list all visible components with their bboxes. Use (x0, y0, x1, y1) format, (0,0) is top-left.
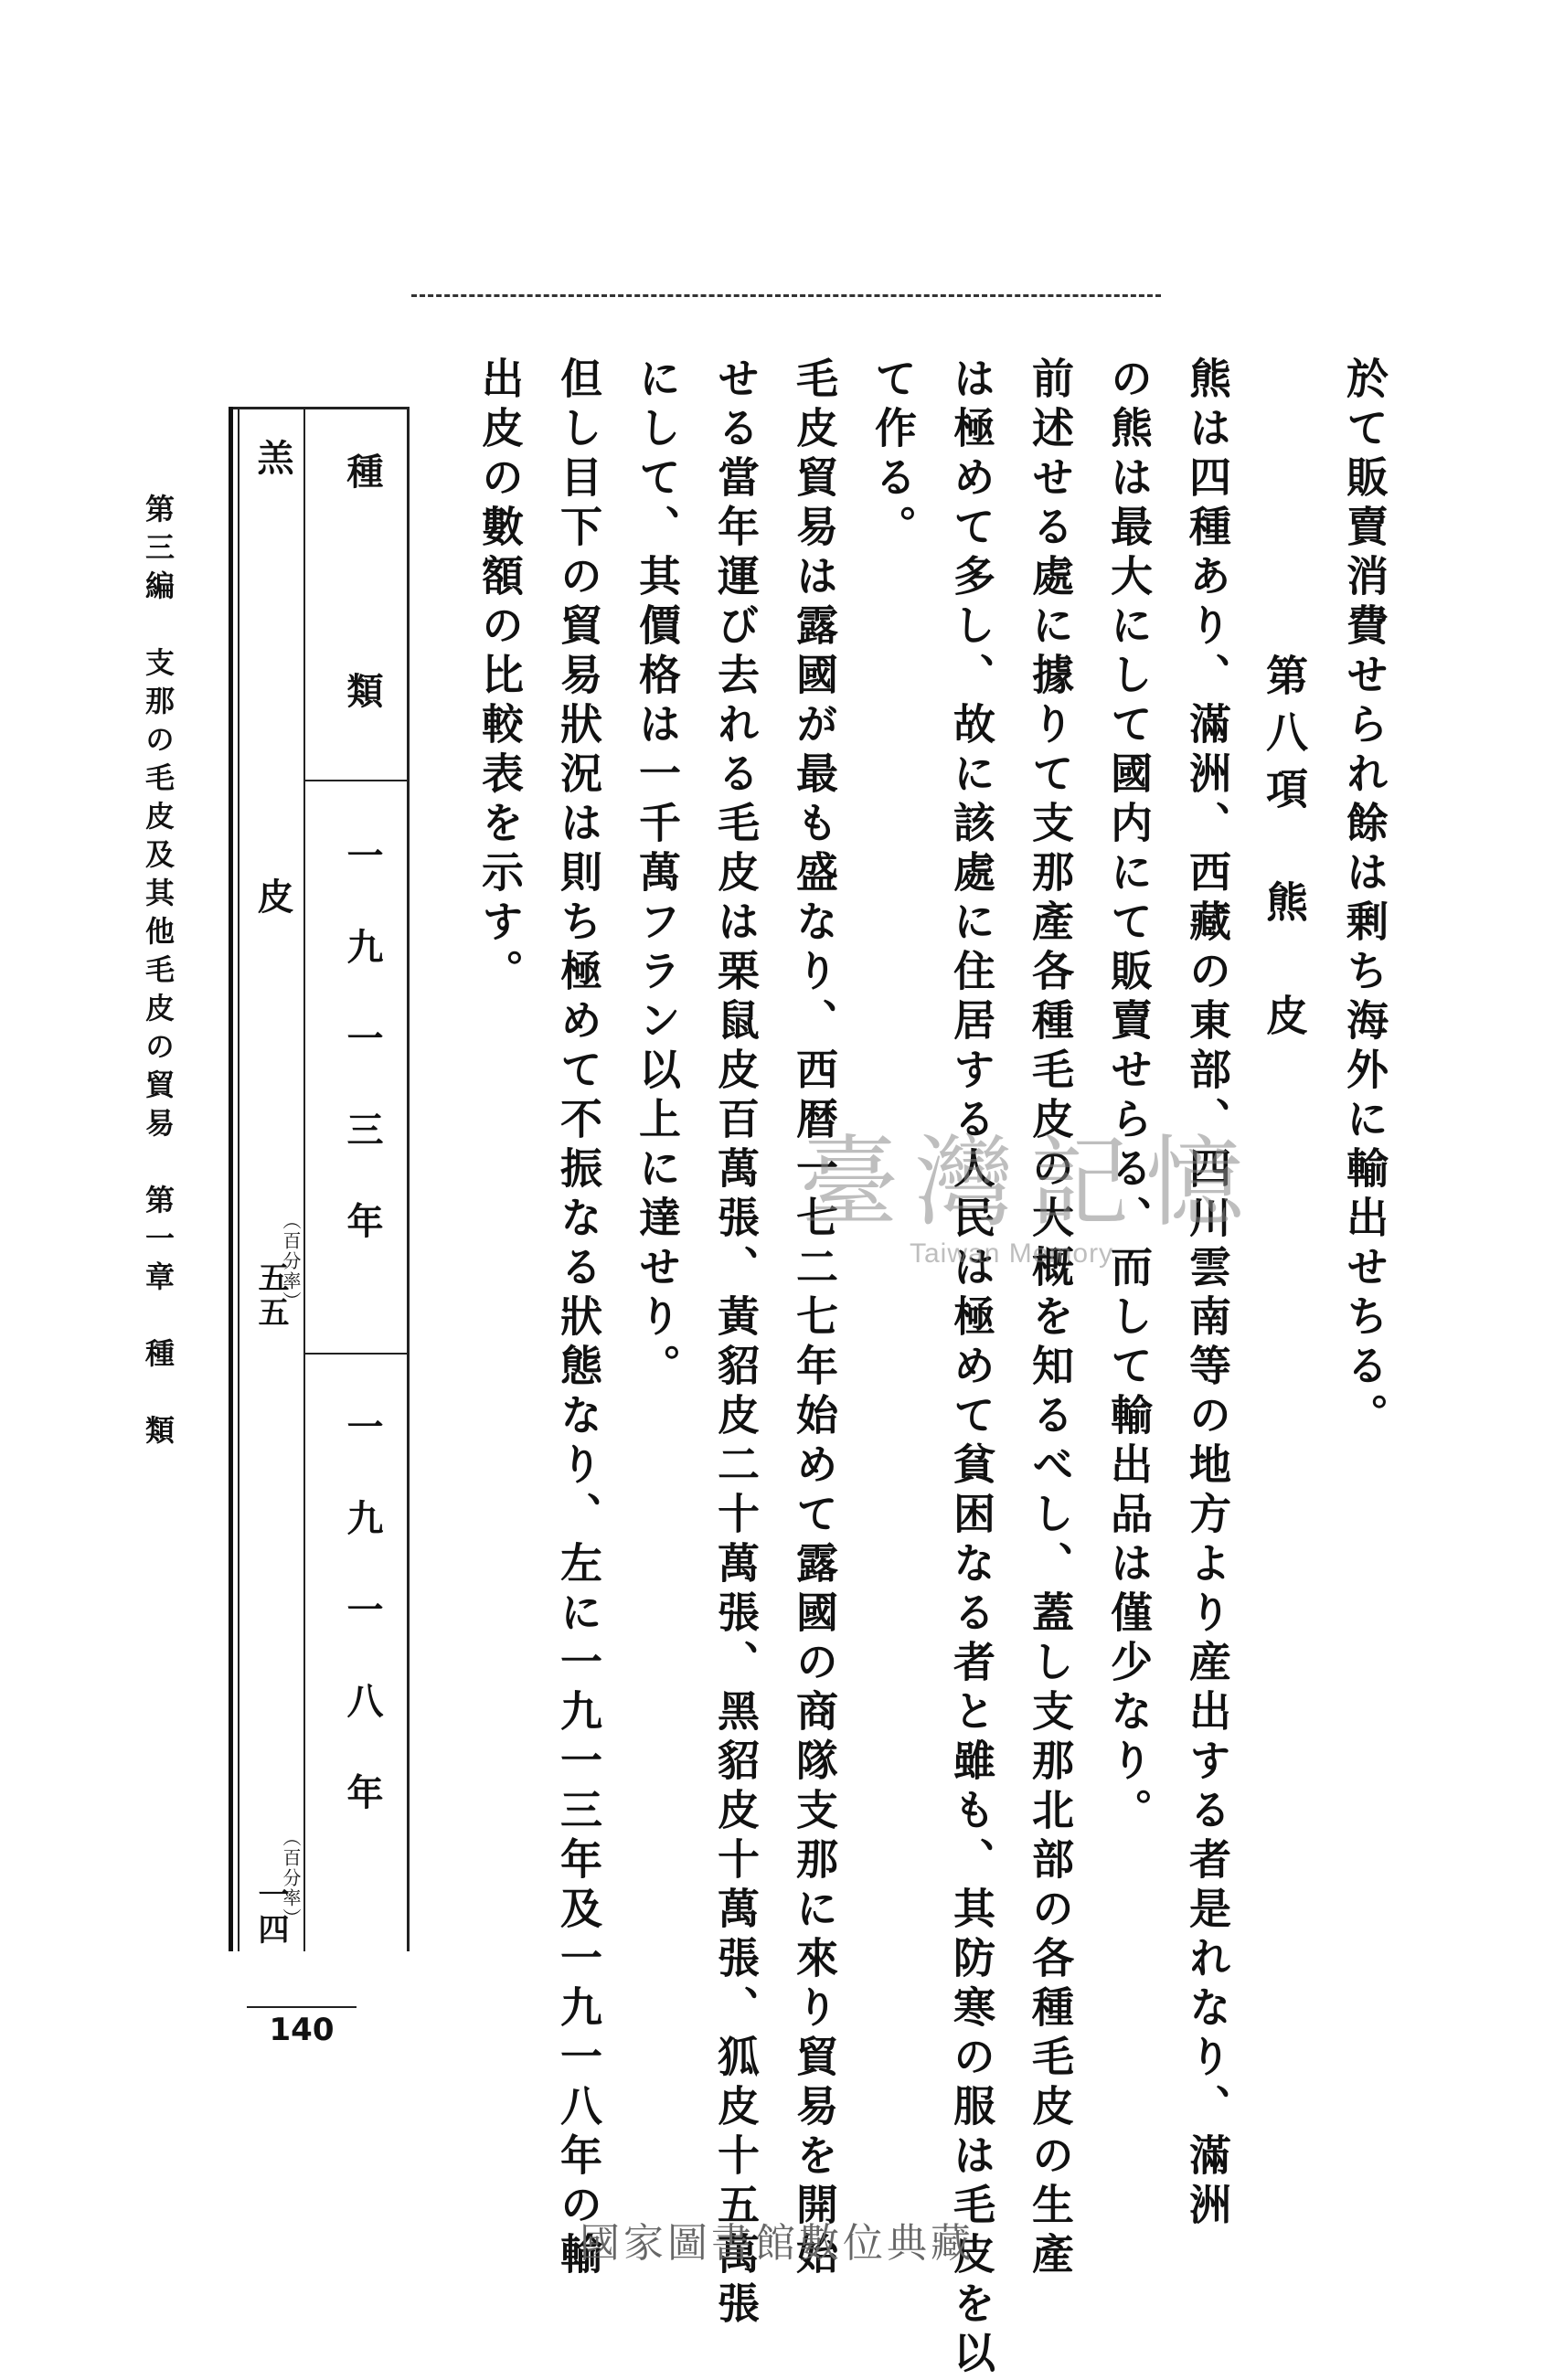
body-column: て作る。 (868, 356, 918, 554)
table-rule (238, 407, 239, 1951)
watermark (800, 1126, 1261, 1269)
watermark-text: 臺灣記憶 (800, 1126, 1261, 1240)
section-heading: 第八項 熊 皮 (1260, 653, 1309, 1050)
top-rule (411, 294, 1161, 297)
table-value-1913: 五五 (252, 1261, 289, 1331)
body-column: 熊は四種あり、滿洲、西藏の東部、四川雲南等の地方より産出する者是れなり、滿洲 (1183, 356, 1232, 2232)
table-percent-note: （百分率） (280, 1828, 302, 1928)
page-number: 140 (247, 2006, 357, 2048)
body-column: 前述せる處に據りて支那產各種毛皮の大概を知るべし、蓋し支那北部の各種毛皮の生產 (1026, 356, 1075, 2281)
body-column: の熊は最大にして國内にて販賣せらる、而して輸出品は僅少なり。 (1104, 356, 1154, 1837)
table-header-year-1918: 一九一八年 (341, 1408, 384, 1865)
table-rule (229, 407, 410, 409)
table-rule (229, 407, 233, 1951)
table-value-1918: 一四 (252, 1878, 289, 1948)
body-column: は極めて多し、故に該處に住居する人民は極めて貧困なる者と雖も、其防寒の服は毛皮を以 (947, 356, 996, 2380)
comparison-table (216, 407, 410, 1951)
library-footer: 國家圖書館數位典藏 (580, 2220, 974, 2267)
table-header-year-1913: 一九一三年 (341, 836, 384, 1293)
body-column: 於て販賣消費せられ餘は剰ち海外に輸出せちる。 (1340, 356, 1389, 1442)
body-column: 出皮の數額の比較表を示す。 (475, 356, 525, 998)
table-row-label: 羔 皮 (251, 439, 294, 1097)
table-percent-note: （百分率） (280, 1211, 302, 1312)
table-header-label: 種 類 (341, 452, 384, 781)
body-column: 毛皮貿易は露國が最も盛なり、西暦一七二七年始めて露國の商隊支那に來り貿易を開始 (790, 356, 839, 2281)
watermark-subtext: Taiwan Memory (910, 1238, 1114, 1269)
body-column: せる當年運び去れる毛皮は栗鼠皮百萬張、黃貂皮二十萬張、黑貂皮十萬張、狐皮十五萬張 (711, 356, 761, 2331)
body-column: 但し目下の貿易狀況は則ち極めて不振なる狀態なり、左に一九一三年及一九一八年の輸 (554, 356, 603, 2281)
table-rule (303, 1353, 410, 1355)
table-rule (303, 407, 305, 1951)
body-column: にして、其價格は一千萬フラン以上に達せり。 (633, 356, 682, 1393)
table-rule (407, 407, 410, 1951)
running-head: 第三編 支那の毛皮及其他毛皮の貿易 第一章 種 類 (141, 494, 176, 1453)
